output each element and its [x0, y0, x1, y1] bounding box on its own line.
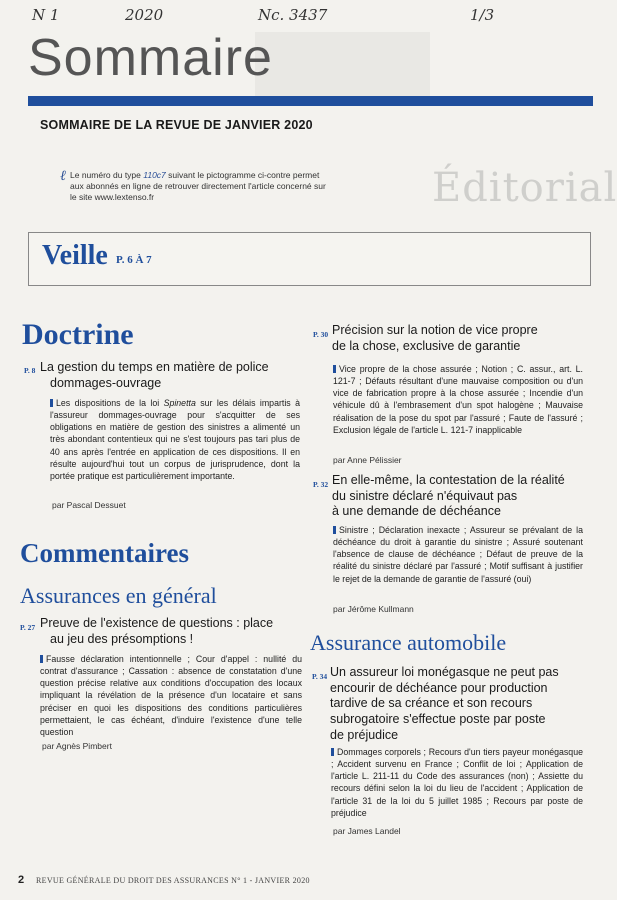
doctrine-abstract: Les dispositions de la loi Spinetta sur les délais impartis à l'assureur dommages-ouvrage pour s'acquitter de ses obligations en matière de gestion des sinistres a alimenté un très abondant contentieux qui ne s'est toujours pas tari plus de 40 ans après l'entrée en application de ces dispositions. Il en résulte aujourd'hui tout un corpus de jurisprudence, dont la portée pratique est particulièrement importante. — [50, 398, 300, 481]
p27-article-title[interactable]: Preuve de l'existence de questions : place au jeu des présomptions ! — [40, 616, 274, 646]
doctrine-article-title[interactable]: La gestion du temps en matière de police dommages-ouvrage — [40, 360, 269, 390]
assurance-automobile-heading: Assurance automobile — [310, 630, 507, 655]
p30-page-ref: P. 30 — [313, 330, 329, 339]
p32-author: par Jérôme Kullmann — [333, 604, 414, 614]
veille-box — [28, 232, 591, 286]
p27-author: par Agnès Pimbert — [42, 741, 112, 751]
lextenso-note: Le numéro du type 110c7 suivant le pictogramme ci-contre permet aux abonnés en ligne de retrouver directement l'article concerné sur le site www.lextenso.fr — [70, 170, 326, 203]
lextenso-link[interactable]: www.lextenso.fr — [94, 192, 155, 203]
page-subtitle: SOMMAIRE DE LA REVUE DE JANVIER 2020 — [40, 118, 313, 132]
page-title: Sommaire — [28, 29, 273, 87]
assurances-general-heading: Assurances en général — [20, 583, 217, 608]
p30-article-title[interactable]: Précision sur la notion de vice propre de la chose, exclusive de garantie — [332, 323, 538, 353]
p30-abstract: Vice propre de la chose assurée ; Notion ; C. assur., art. L. 121-7 ; Défauts résultant d'une mauvaise composition ou d'un vice de fabrication propre à la chose assurée ; Incendie d'un véhicule dû à l'embrasement d'un spot halogène ; Mauvaise réalisation de la pose du spot par l'assuré ; Faute de l'assuré ; Exclusion légale de l'article L. 121-7 inapplicable — [333, 364, 583, 435]
lextenso-pictogram-icon: ℓ — [60, 168, 66, 184]
doctrine-heading: Doctrine — [22, 318, 134, 351]
p30-author: par Anne Pélissier — [333, 455, 402, 465]
p32-page-ref: P. 32 — [313, 480, 329, 489]
bleed-through-editorial: Éditorial — [432, 165, 617, 211]
doctrine-author: par Pascal Dessuet — [52, 500, 126, 510]
p34-abstract: Dommages corporels ; Recours d'un tiers payeur monégasque ; Accident survenu en France ; Conflit de loi ; Application de l'article L. 211-11 du Code des assurances (non) ; Assiette du recours défini selon la loi du lieu de l'accident ; Application de l'article 31 de la loi du 5 juillet 1985 ; Recours par poste de préjudice — [331, 747, 583, 818]
p34-article-title[interactable]: Un assureur loi monégasque ne peut pas encourir de déchéance pour production tardive de sa créance et son recours subrogatoire s'effectue poste par poste de préjudice — [330, 665, 559, 742]
handwritten-note-3: Nc. 3437 — [258, 6, 328, 24]
handwritten-note-2: 2020 — [125, 6, 164, 24]
veille-pages: P. 6 À 7 — [116, 254, 152, 266]
commentaires-heading: Commentaires — [20, 538, 189, 568]
p32-abstract: Sinistre ; Déclaration inexacte ; Assureur se prévalant de la déchéance du droit à garantie du sinistre ; Assuré soutenant l'absence de clause de déchéance ; Défaut de preuve de la réalité du sinistre déclaré par l'assuré ; Motif suffisant à justifier le rejet de la demande de garantie de l'assuré (oui) — [333, 525, 583, 584]
doctrine-page-ref: P. 8 — [24, 366, 36, 375]
footer-journal-title: REVUE GÉNÉRALE DU DROIT DES ASSURANCES N° 1 - JANVIER 2020 — [36, 876, 310, 885]
footer-page-number: 2 — [18, 874, 25, 886]
p27-page-ref: P. 27 — [20, 623, 36, 632]
handwritten-note-1: N 1 — [32, 6, 60, 24]
p34-author: par James Landel — [333, 826, 401, 836]
bleed-through-shadow — [255, 32, 430, 102]
title-rule — [28, 96, 593, 106]
p34-page-ref: P. 34 — [312, 672, 328, 681]
p32-article-title[interactable]: En elle-même, la contestation de la réalité du sinistre déclaré n'équivaut pas à une demande de déchéance — [332, 473, 565, 519]
handwritten-note-4: 1/3 — [470, 6, 495, 24]
veille-heading: Veille — [42, 240, 108, 271]
p27-abstract: Fausse déclaration intentionnelle ; Cour d'appel : nullité du contrat d'assurance ; Cassation : absence de constatation d'une question précise relative aux conditions d'occupation des locaux impliquant la révélation de la présence d'un locataire et sans préciser en quoi les dispositions des conditions particulières permettaient, le cas échéant, d'induire l'existence d'une telle question — [40, 654, 302, 737]
